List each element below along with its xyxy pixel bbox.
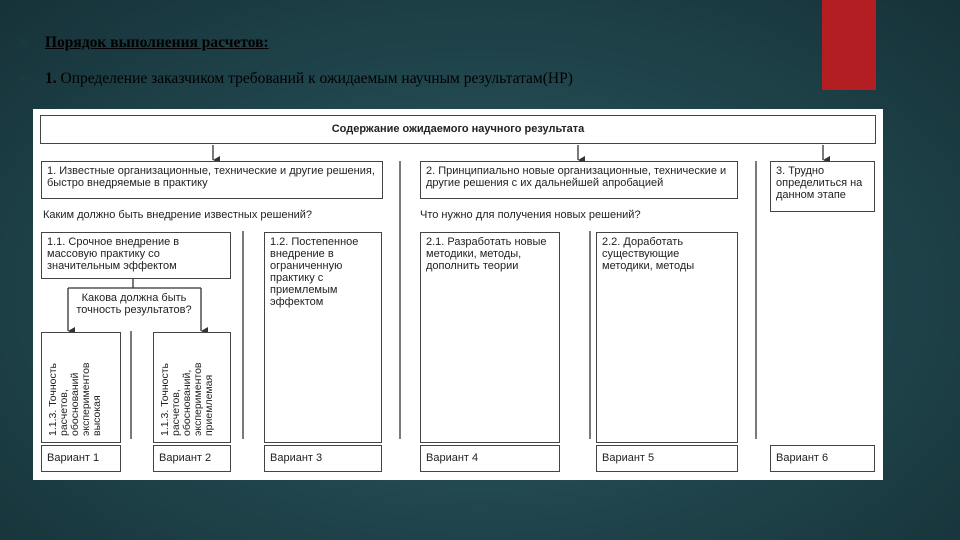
variant-4: Вариант 4 (420, 445, 560, 472)
question-new-solutions: Что нужно для получения новых решений? (420, 209, 641, 221)
bullet-item-order (20, 34, 269, 52)
accent-bar (822, 0, 876, 90)
variant-6: Вариант 6 (770, 445, 875, 472)
bullet-text (45, 70, 573, 88)
variant-5: Вариант 5 (596, 445, 738, 472)
variant-3: Вариант 3 (264, 445, 382, 472)
vertical-text: 1.1.3. Точность расчетов, обоснований, экспериментов приемлемая (159, 362, 215, 436)
question-accuracy: Какова должна быть точность результатов? (69, 292, 199, 316)
variant-1: Вариант 1 (41, 445, 121, 472)
variant-box-accuracy-high (41, 332, 121, 443)
variant-box-accuracy-acceptable (153, 332, 231, 443)
diagram-header: Содержание ожидаемого научного результата (40, 115, 876, 144)
bullet-arrow-icon (20, 74, 29, 84)
option-1-2: 1.2. Постепенное внедрение в ограниченную практику с приемлемым эффектом (264, 232, 382, 443)
bullet-item-step1 (20, 70, 573, 88)
category-undetermined: 3. Трудно определиться на данном этапе (770, 161, 875, 212)
category-known-solutions: 1. Известные организационные, технические и другие решения, быстро внедряемые в практику (41, 161, 383, 199)
bullet-text: Порядок выполнения расчетов: (45, 34, 269, 51)
vertical-text: 1.1.3. Точность расчетов, обоснований экспериментов высокая (47, 362, 103, 436)
bullet-arrow-icon (20, 38, 29, 48)
question-implementation: Каким должно быть внедрение известных решений? (43, 209, 313, 221)
option-2-1: 2.1. Разработать новые методики, методы, дополнить теории (420, 232, 560, 443)
step-number: 1. (45, 70, 57, 87)
diagram-panel (33, 109, 883, 480)
step-text: Определение заказчиком требований к ожидаемым научным результатам(НР) (56, 70, 573, 87)
category-new-solutions: 2. Принципиально новые организационные, технические и другие решения с их дальнейшей апробацией (420, 161, 738, 199)
option-1-1: 1.1. Срочное внедрение в массовую практику со значительным эффектом (41, 232, 231, 279)
variant-2: Вариант 2 (153, 445, 231, 472)
option-2-2: 2.2. Доработать существующие методики, методы (596, 232, 738, 443)
